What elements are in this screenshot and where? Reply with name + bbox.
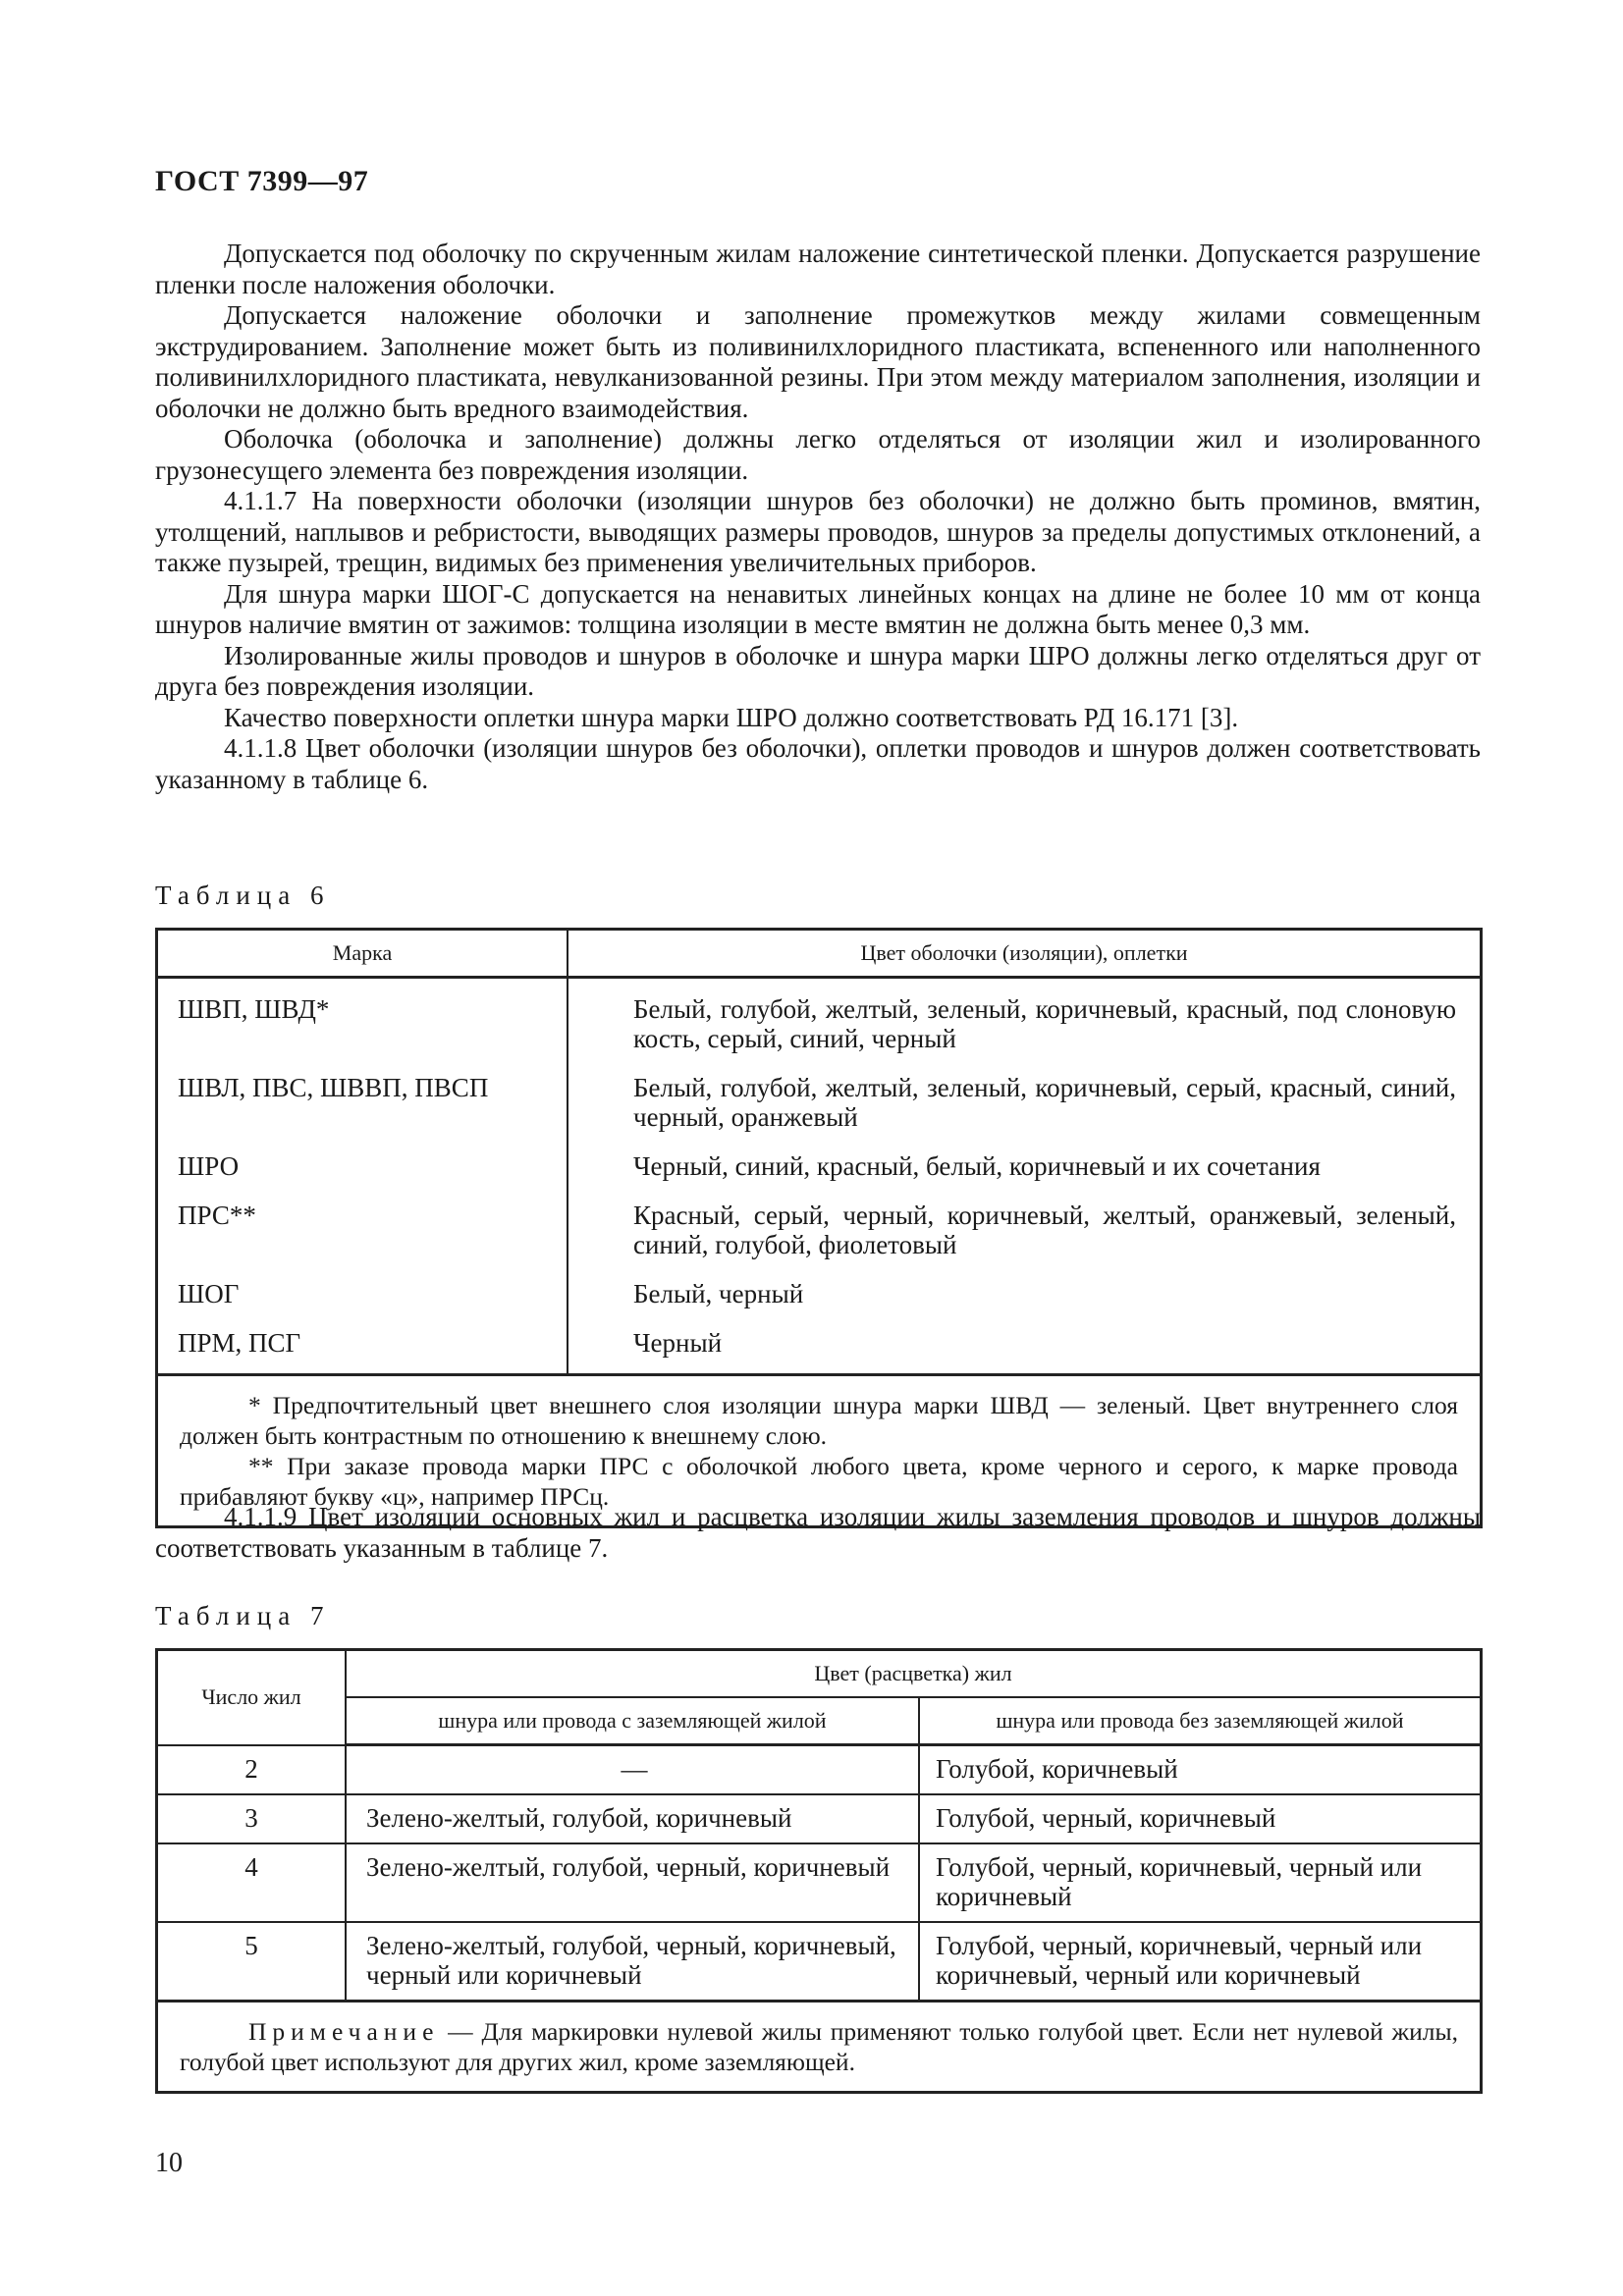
paragraph: 4.1.1.9 Цвет изоляции основных жил и расцветка изоляции жилы заземления проводов и шнуров должны соответствовать указанным в таблице 7. xyxy=(155,1502,1481,1563)
table7-note xyxy=(157,2002,1482,2093)
table-7 xyxy=(155,1648,1483,2094)
table6-cell-mark: ПРС** xyxy=(157,1193,568,1271)
paragraph: Оболочка (оболочка и заполнение) должны легко отделяться от изоляции жил и изолированного грузонесущего элемента без повреждения изоляции. xyxy=(155,424,1481,485)
table7-cell-count: 5 xyxy=(157,1922,347,2002)
paragraph: Качество поверхности оплетки шнура марки ШРО должно соответствовать РД 16.171 [3]. xyxy=(224,702,1239,732)
table6-cell-color: Белый, голубой, желтый, зеленый, коричневый, серый, красный, синий, черный, оранжевый xyxy=(633,1073,1456,1132)
table6-cell-color: Красный, серый, черный, коричневый, желтый, оранжевый, зеленый, синий, голубой, фиолетовый xyxy=(633,1201,1456,1259)
paragraph: Для шнура марки ШОГ-С допускается на ненавитых линейных концах на длине не более 10 мм от конца шнуров наличие вмятин от зажимов: толщина изоляции в месте вмятин не должна быть менее 0,3 мм. xyxy=(155,578,1481,639)
table7-cell-with-ground: — xyxy=(346,1745,919,1795)
table6-cell-mark: ПРМ, ПСГ xyxy=(157,1320,568,1375)
table7-header-count: Число жил xyxy=(157,1650,347,1745)
table6-cell-mark: ШВП, ШВД* xyxy=(157,978,568,1066)
table7-cell-with-ground: Зелено-желтый, голубой, черный, коричневый, черный или коричневый xyxy=(346,1922,919,2002)
table6-cell-color: Белый, черный xyxy=(633,1279,804,1308)
table7-cell-count: 4 xyxy=(157,1843,347,1922)
table7-cell-without-ground: Голубой, черный, коричневый, черный или коричневый xyxy=(919,1843,1482,1922)
table7-header-group: Цвет (расцветка) жил xyxy=(346,1650,1482,1698)
table7-note-body: — Для маркировки нулевой жилы применяют только голубой цвет. Если нет нулевой жилы, голубой цвет используют для других жил, кроме заземляющей. xyxy=(180,2017,1458,2076)
table-row xyxy=(157,1320,1482,1375)
table7-cell-without-ground: Голубой, черный, коричневый xyxy=(919,1794,1482,1843)
table6-cell-color: Черный xyxy=(633,1328,723,1358)
table7-header-with-ground: шнура или провода с заземляющей жилой xyxy=(346,1697,919,1745)
table6-footnote: * Предпочтительный цвет внешнего слоя изоляции шнура марки ШВД — зеленый. Цвет внутреннего слоя должен быть контрастным по отношению к внешнему слою. xyxy=(180,1391,1458,1450)
table6-cell-color: Черный, синий, красный, белый, коричневый и их сочетания xyxy=(633,1151,1321,1181)
table7-cell-with-ground: Зелено-желтый, голубой, коричневый xyxy=(346,1794,919,1843)
table7-cell-count: 3 xyxy=(157,1794,347,1843)
table6-cell-mark: ШОГ xyxy=(157,1271,568,1320)
table6-cell-mark: ШРО xyxy=(157,1144,568,1193)
table7-caption: Таблица 7 xyxy=(155,1601,331,1630)
table7-cell-with-ground: Зелено-желтый, голубой, черный, коричневый xyxy=(346,1843,919,1922)
body-text-block xyxy=(155,239,1481,795)
table7-note-text xyxy=(180,2016,1458,2077)
table-row xyxy=(157,1144,1482,1193)
document-header-title: ГОСТ 7399—97 xyxy=(155,165,369,197)
table7-note-label: Примечание xyxy=(248,2017,440,2046)
table-row xyxy=(157,1065,1482,1144)
table6-cell-color: Белый, голубой, желтый, зеленый, коричневый, красный, под слоновую кость, серый, синий, черный xyxy=(633,994,1456,1053)
table6-header-mark: Марка xyxy=(157,930,568,978)
paragraph: Допускается наложение оболочки и заполнение промежутков между жилами совмещенным экструдированием. Заполнение может быть из поливинилхлоридного пластиката, вспененного или наполненного поливинилхлоридного пластиката, невулканизованной резины. При этом между материалом заполнения, изоляции и оболочки не должно быть вредного взаимодействия. xyxy=(155,300,1481,423)
table-row xyxy=(157,978,1482,1066)
table-6 xyxy=(155,928,1483,1528)
table7-cell-without-ground: Голубой, коричневый xyxy=(919,1745,1482,1795)
paragraph: 4.1.1.8 Цвет оболочки (изоляции шнуров без оболочки), оплетки проводов и шнуров должен соответствовать указанному в таблице 6. xyxy=(155,733,1481,794)
table-row xyxy=(157,1271,1482,1320)
table7-header-without-ground: шнура или провода без заземляющей жилой xyxy=(919,1697,1482,1745)
table-row xyxy=(157,1193,1482,1271)
table7-cell-count: 2 xyxy=(157,1745,347,1795)
table6-cell-mark: ШВЛ, ПВС, ШВВП, ПВСП xyxy=(157,1065,568,1144)
table-row xyxy=(157,1922,1482,2002)
table-row xyxy=(157,1843,1482,1922)
paragraph-block xyxy=(155,1502,1481,1564)
table6-footnote: ** При заказе провода марки ПРС с оболочкой любого цвета, кроме черного и серого, к марке провода прибавляют букву «ц», например ПРСц. xyxy=(180,1452,1458,1511)
paragraph: 4.1.1.7 На поверхности оболочки (изоляции шнуров без оболочки) не должно быть проминов, вмятин, утолщений, наплывов и ребристости, выводящих размеры проводов, шнуров за пределы допустимых отклонений, а также пузырей, трещин, видимых без применения увеличительных приборов. xyxy=(155,486,1481,577)
paragraph: Допускается под оболочку по скрученным жилам наложение синтетической пленки. Допускается разрушение пленки после наложения оболочки. xyxy=(155,239,1481,299)
table7-cell-without-ground: Голубой, черный, коричневый, черный или коричневый, черный или коричневый xyxy=(919,1922,1482,2002)
table6-caption: Таблица 6 xyxy=(155,881,331,910)
table-row xyxy=(157,1745,1482,1795)
paragraph: Изолированные жилы проводов и шнуров в оболочке и шнура марки ШРО должны легко отделяться друг от друга без повреждения изоляции. xyxy=(155,640,1481,701)
table6-header-color: Цвет оболочки (изоляции), оплетки xyxy=(568,930,1482,978)
table-row xyxy=(157,1794,1482,1843)
page-number: 10 xyxy=(155,2148,183,2178)
